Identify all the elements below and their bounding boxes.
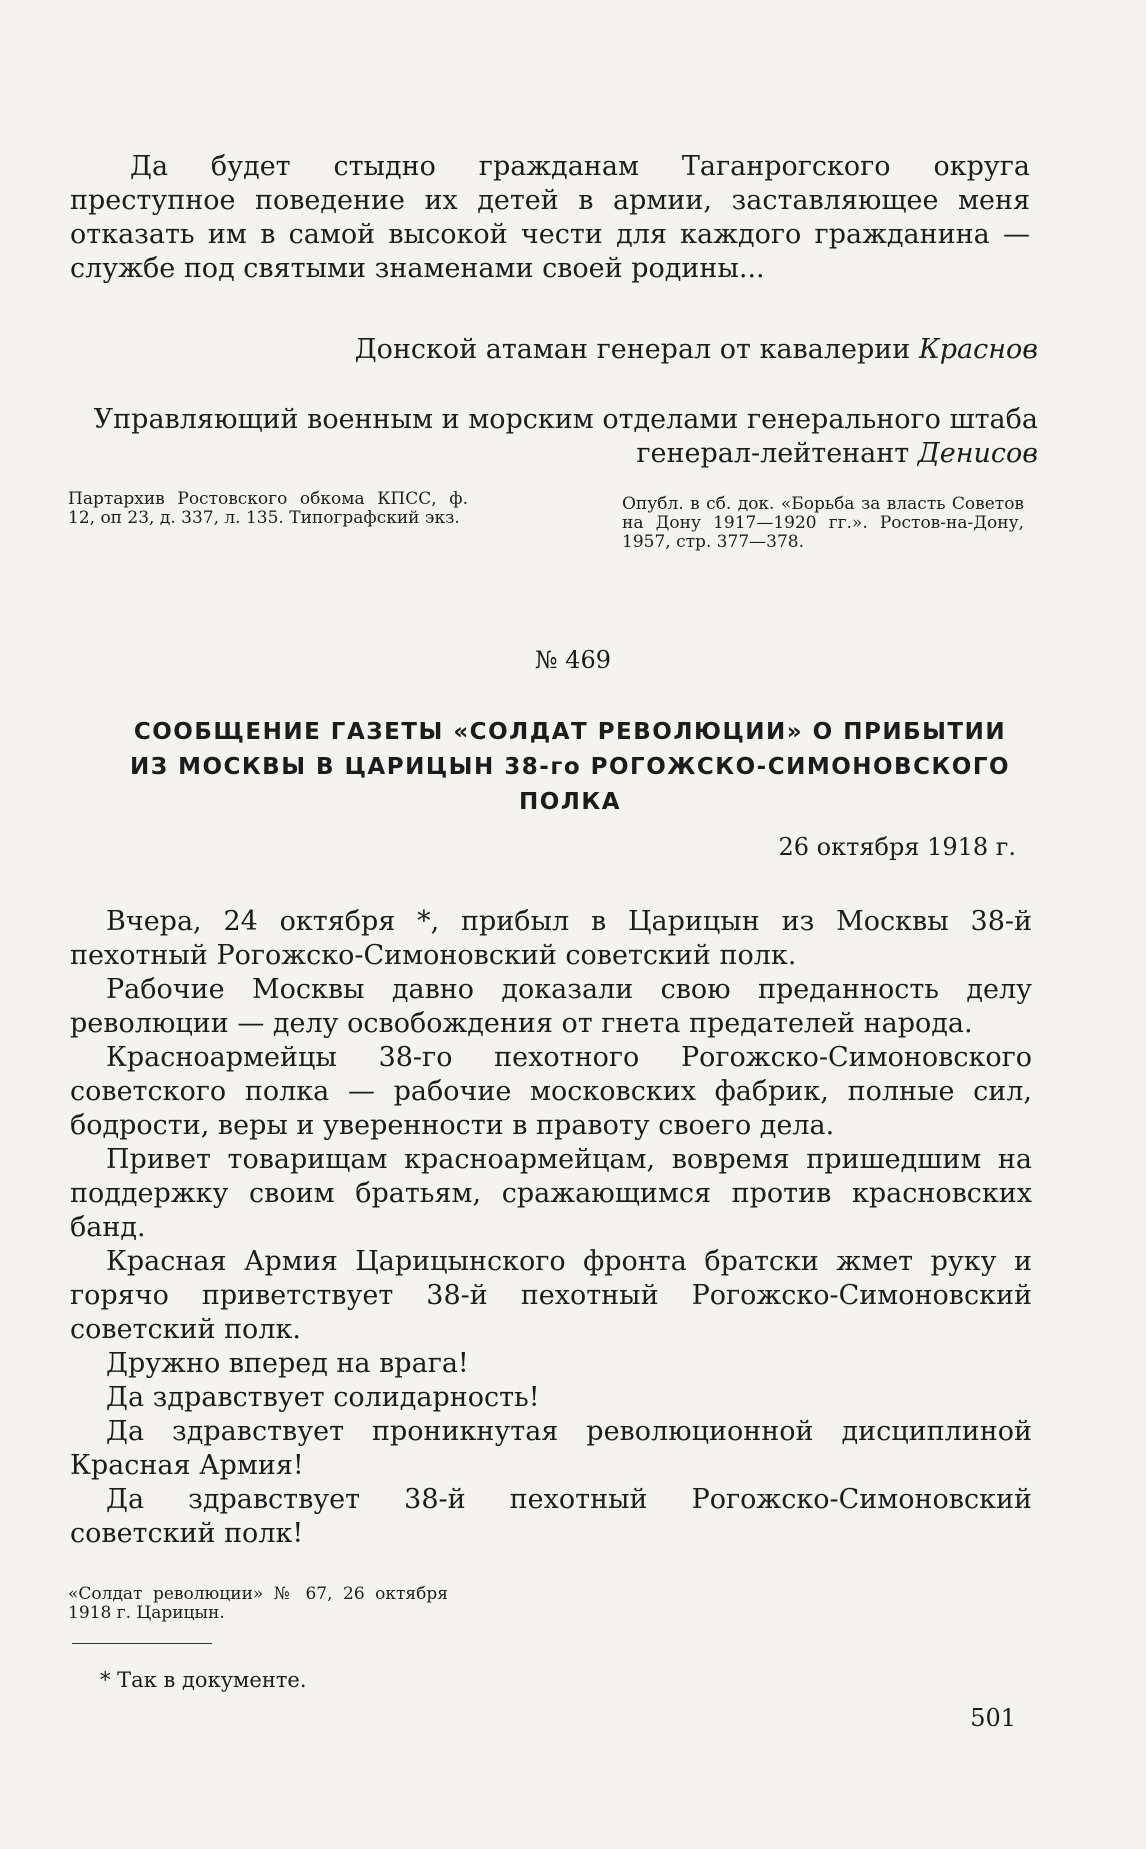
document-body [70,905,1032,1551]
document-number: № 469 [534,646,612,674]
signature-krasnov [138,333,1038,367]
body-paragraph: Привет товарищам красноармейцам, вовремя пришедшим на поддержку своим братьям, сражающимся против красновских банд. [70,1144,1032,1243]
page-number: 501 [970,1704,1016,1732]
heading-line-3: ПОЛКА [518,789,621,815]
document-heading [80,715,1060,820]
intro-paragraph: Да будет стыдно гражданам Таганрогского округа преступное поведение их детей в армии, заставляющее меня отказать им в самой высокой чести для каждого гражданина — службе под святыми знаменами своей родины... [70,151,1030,284]
signature-denisov [78,403,1038,471]
body-paragraph: Красная Армия Царицынского фронта братски жмет руку и горячо приветствует 38-й пехотный Рогожско-Симоновский советский полк. [70,1246,1032,1345]
body-paragraph: Да здравствует 38-й пехотный Рогожско-Симоновский советский полк! [70,1484,1032,1549]
body-paragraph: Рабочие Москвы давно доказали свою преданность делу революции — делу освобождения от гнета предателей народа. [70,974,1032,1039]
signature-denisov-title: Управляющий военным и морским отделами генерального штаба генерал-лейтенант [93,404,1038,469]
publication-source: Опубл. в сб. док. «Борьба за власть Советов на Дону 1917—1920 гг.». Ростов-на-Дону, 1957, стр. 377—378. [622,494,1024,552]
signature-denisov-name: Денисов [917,438,1038,469]
footnote-divider [72,1643,212,1644]
body-paragraph: Красноармейцы 38-го пехотного Рогожско-Симоновского советского полка — рабочие московских фабрик, полные сил, бодрости, веры и уверенности в правоту своего дела. [70,1042,1032,1141]
newspaper-source: «Солдат революции» № 67, 26 октября 1918 г. Царицын. [68,1584,448,1623]
body-paragraph: Да здравствует солидарность! [106,1382,540,1413]
signature-krasnov-title: Донской атаман генерал от кавалерии [354,334,911,365]
footnote: * Так в документе. [100,1668,307,1692]
signature-krasnov-name: Краснов [918,334,1038,365]
document-date: 26 октября 1918 г. [778,833,1016,861]
body-paragraph: Дружно вперед на врага! [106,1348,469,1379]
heading-line-1: СООБЩЕНИЕ ГАЗЕТЫ «СОЛДАТ РЕВОЛЮЦИИ» О ПРИБЫТИИ [133,719,1007,745]
body-paragraph: Да здравствует проникнутая революционной дисциплиной Красная Армия! [70,1416,1032,1481]
archive-source: Партархив Ростовского обкома КПСС, ф. 12, оп 23, д. 337, л. 135. Типографский экз. [68,489,468,528]
body-paragraph: Вчера, 24 октября *, прибыл в Царицын из Москвы 38-й пехотный Рогожско-Симоновский советский полк. [70,906,1032,971]
heading-line-2: ИЗ МОСКВЫ В ЦАРИЦЫН 38-го РОГОЖСКО-СИМОНОВСКОГО [129,754,1011,780]
